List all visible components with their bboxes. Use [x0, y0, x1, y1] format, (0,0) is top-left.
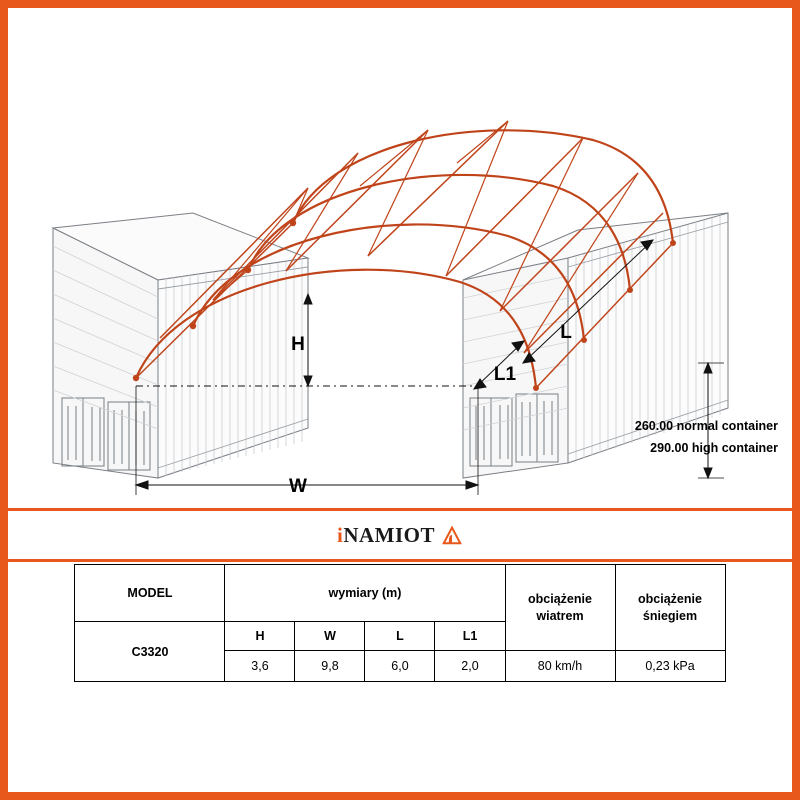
note-normal-container: 260.00 normal container [634, 419, 778, 433]
cell-dim-w: 9,8 [295, 651, 365, 682]
header-wind-load [505, 565, 615, 651]
cell-snow-load: 0,23 kPa [615, 651, 725, 682]
cell-wind-load: 80 km/h [505, 651, 615, 682]
header-dim-l: L [365, 622, 435, 651]
dim-label-w: W [289, 476, 307, 497]
header-dim-l1: L1 [435, 622, 505, 651]
logo-band [8, 508, 792, 562]
header-dim-h: H [225, 622, 295, 651]
content-area [8, 8, 792, 792]
spec-table-wrapper [8, 564, 792, 682]
shelter-technical-drawing [8, 8, 792, 508]
cell-dim-l1: 2,0 [435, 651, 505, 682]
brand-name [337, 523, 435, 548]
left-container [53, 213, 308, 478]
table-header-row [75, 565, 725, 622]
header-wind-load-line1: obciążenie [528, 591, 592, 606]
header-model: MODEL [75, 565, 225, 622]
brand-name-rest: NAMIOT [343, 522, 435, 547]
dim-label-l: L [560, 322, 572, 343]
cell-dim-h: 3,6 [225, 651, 295, 682]
note-high-container: 290.00 high container [650, 441, 778, 455]
tent-icon [441, 524, 463, 546]
header-snow-load-line1: obciążenie [638, 591, 702, 606]
header-wind-load-line2: wiatrem [536, 608, 584, 623]
header-dimensions: wymiary (m) [225, 565, 505, 622]
header-snow-load [615, 565, 725, 651]
dim-label-l1: L1 [493, 364, 517, 385]
cell-model-value: C3320 [75, 622, 225, 682]
dim-label-h: H [291, 334, 305, 355]
brand-name-lead: i [336, 522, 344, 547]
spec-table [74, 564, 725, 682]
right-container [463, 213, 728, 478]
header-dim-w: W [295, 622, 365, 651]
header-snow-load-line2: śniegiem [642, 608, 698, 623]
cell-dim-l: 6,0 [365, 651, 435, 682]
brand-logo [337, 523, 463, 548]
